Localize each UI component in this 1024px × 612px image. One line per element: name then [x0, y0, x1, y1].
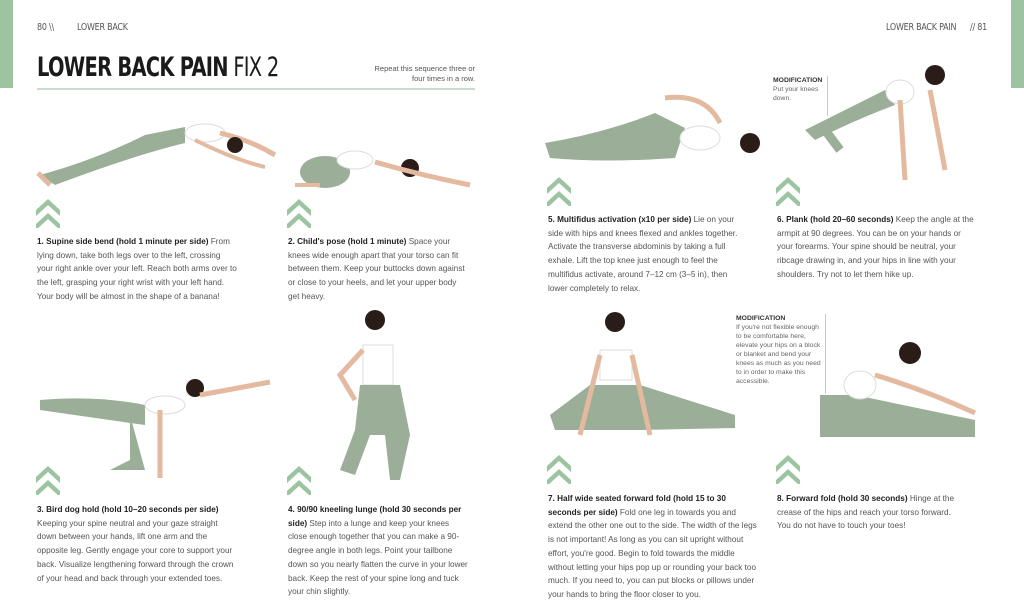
modification-text: Put your knees down.	[773, 86, 819, 102]
step-heading: 3. Bird dog hold (hold 10–20 seconds per side)	[37, 505, 219, 514]
chevron-up-icon	[36, 196, 60, 228]
step-1	[37, 235, 237, 304]
step-heading: 1. Supine side bend (hold 1 minute per side)	[37, 237, 209, 246]
step-body: Hinge at the crease of the hips and reach your torso forward. You do not have to touch your toes!	[777, 494, 954, 531]
step-heading: 7. Half wide seated forward fold (hold 15 to 30 seconds per side)	[548, 494, 726, 517]
photo-plank	[805, 60, 965, 185]
chevron-up-icon	[776, 452, 800, 484]
step-2	[288, 235, 468, 304]
step-6	[777, 213, 977, 282]
title-bold: LOWER BACK PAIN	[37, 52, 228, 83]
modification-text: If you're not flexible enough to be comfortable here, elevate your hips on a block or blanket and bend your knees as much as you need to in order to make this accessible.	[736, 324, 821, 385]
step-body: Step into a lunge and keep your knees close enough together that you can make a 90-degree angle in both legs. Point your tailbone down so you nearly flatten the curve in your lower back. Keep the rest of your spine long and tuck your chin slightly.	[288, 518, 468, 597]
intro-note: Repeat this sequence three or four times in a row.	[374, 64, 475, 83]
step-heading: 4. 90/90 kneeling lunge (hold 30 seconds per side)	[288, 505, 462, 528]
chevron-up-icon	[287, 196, 311, 228]
photo-childs-pose	[290, 140, 475, 190]
step-8	[777, 492, 957, 533]
step-body: Keep the angle at the armpit at 90 degrees. You can be on your hands or your forearms. Your spine should be neutral, your ribcage drawing in, and your hips in line with your shoulders. Try not to let them hike up.	[777, 215, 974, 279]
step-3	[37, 503, 237, 585]
chevron-up-icon	[287, 463, 311, 495]
step-7	[548, 492, 760, 602]
modification-label: MODIFICATION	[773, 77, 823, 84]
modification-label: MODIFICATION	[736, 315, 786, 322]
step-heading: 6. Plank (hold 20–60 seconds)	[777, 215, 894, 224]
chevron-up-icon	[547, 174, 571, 206]
title-rule	[37, 88, 475, 90]
step-body: Fold one leg in towards you and extend the other one out to the side. The width of the legs is not important! As long as you can sit upright without effort, you're good. Begin to fold towards the middle without letting your hips pop up or rounding your back too much. If you need to, you can put blocks or pillows under your hands to bring the floor closer to you.	[548, 507, 757, 599]
photo-kneeling-lunge	[330, 305, 430, 490]
left-section-label: LOWER BACK	[77, 22, 128, 33]
photo-forward-fold	[815, 335, 985, 445]
chevron-up-icon	[776, 174, 800, 206]
step-heading: 5. Multifidus activation (x10 per side)	[548, 215, 692, 224]
photo-bird-dog	[35, 370, 275, 480]
modification-note-plank	[773, 76, 828, 116]
step-body: Space your knees wide enough apart that your torso can fit between them. Keep your buttocks down against or close to your heels, and let your upper body get heavy.	[288, 237, 465, 301]
photo-half-wide-seated-fold	[545, 310, 755, 450]
chevron-up-icon	[36, 463, 60, 495]
modification-note-forward-fold	[736, 314, 826, 394]
photo-supine-side-bend	[35, 115, 280, 190]
step-heading: 8. Forward fold (hold 30 seconds)	[777, 494, 908, 503]
chevron-up-icon	[547, 452, 571, 484]
step-body: Keeping your spine neutral and your gaze straight down between your hands, lift one arm and the opposite leg. Gently engage your core to support your back. Visualize lengthening forward through the crown of your head and back through your extended toes.	[37, 518, 234, 583]
photo-multifidus-activation	[545, 88, 770, 168]
left-accent-bar	[0, 0, 13, 88]
right-section-label: LOWER BACK PAIN	[886, 22, 957, 33]
step-4	[288, 503, 468, 599]
page-title	[37, 52, 279, 83]
title-light: FIX 2	[233, 52, 279, 83]
left-page-number: 80 \\	[37, 22, 54, 33]
step-heading: 2. Child's pose (hold 1 minute)	[288, 237, 407, 246]
right-page-number: // 81	[970, 22, 987, 33]
step-5	[548, 213, 743, 295]
step-body: Lie on your side with hips and knees flexed and ankles together. Activate the transverse abdominis by taking a full exhale. Lift the top knee just enough to feel the multifidus activate, around 7–12 cm (3–5 in), then lower completely to relax.	[548, 215, 738, 293]
right-accent-bar	[1011, 0, 1024, 88]
step-body: From lying down, take both legs over to the left, crossing your right ankle over your left. Reach both arms over to the left, grasping your right wrist with your left hand. Your body will be almost in the shape of a banana!	[37, 237, 237, 301]
